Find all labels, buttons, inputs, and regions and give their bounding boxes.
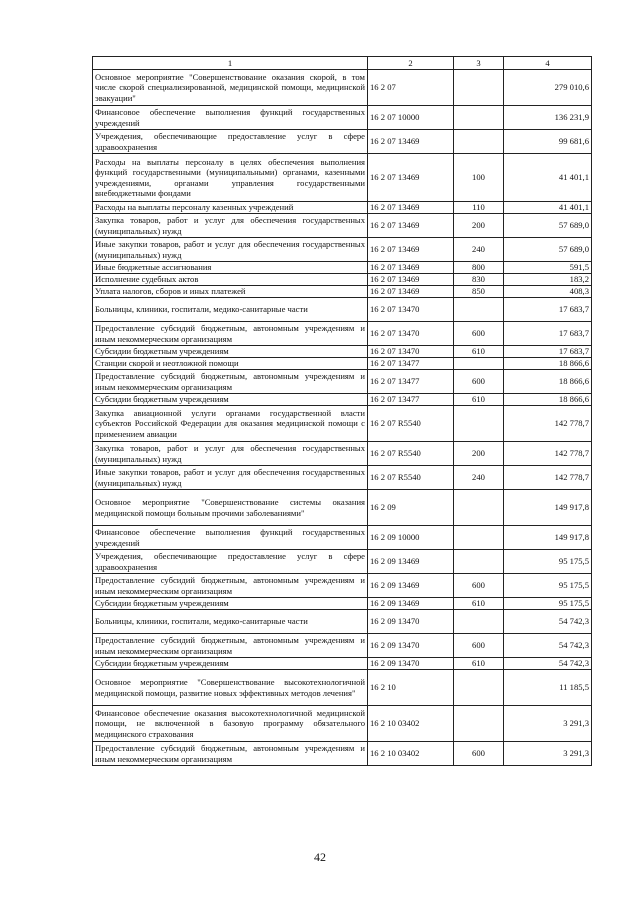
- row-code-cell: 16 2 07 13477: [368, 370, 454, 394]
- row-name-cell: Закупка товаров, работ и услуг для обеспечения государственных (муниципальных) нужд: [93, 214, 368, 238]
- table-row: [93, 238, 592, 262]
- row-expense-type-cell: 600: [454, 370, 504, 394]
- budget-table: [92, 56, 592, 766]
- row-expense-type-cell: 610: [454, 394, 504, 406]
- row-expense-type-cell: 610: [454, 346, 504, 358]
- row-name-cell: Субсидии бюджетным учреждениям: [93, 394, 368, 406]
- row-name-cell: Больницы, клиники, госпитали, медико-санитарные части: [93, 298, 368, 322]
- row-amount-cell: 149 917,8: [504, 526, 592, 550]
- row-amount-cell: 18 866,6: [504, 358, 592, 370]
- row-name-cell: Иные закупки товаров, работ и услуг для обеспечения государственных (муниципальных) нужд: [93, 466, 368, 490]
- row-code-cell: 16 2 07 13469: [368, 286, 454, 298]
- row-amount-cell: 18 866,6: [504, 370, 592, 394]
- row-name-cell: Основное мероприятие "Совершенствование оказания скорой, в том числе скорой специализированной, медицинской помощи, медицинской эвакуации": [93, 70, 368, 106]
- row-amount-cell: 17 683,7: [504, 322, 592, 346]
- table-row: [93, 106, 592, 130]
- page-number: 42: [314, 850, 326, 864]
- row-expense-type-cell: [454, 706, 504, 742]
- table-row: [93, 370, 592, 394]
- row-name-cell: Закупка авиационной услуги органами государственной власти субъектов Российской Федерации для оказания медицинской помощи с применением авиации: [93, 406, 368, 442]
- row-code-cell: 16 2 07 13477: [368, 394, 454, 406]
- row-expense-type-cell: 100: [454, 154, 504, 202]
- table-row: [93, 574, 592, 598]
- table-row: [93, 406, 592, 442]
- row-code-cell: 16 2 10 03402: [368, 706, 454, 742]
- row-name-cell: Предоставление субсидий бюджетным, автономным учреждениям и иным некоммерческим организациям: [93, 574, 368, 598]
- row-code-cell: 16 2 07 13470: [368, 298, 454, 322]
- table-row: [93, 358, 592, 370]
- row-code-cell: 16 2 07 13469: [368, 154, 454, 202]
- row-amount-cell: 279 010,6: [504, 70, 592, 106]
- row-amount-cell: 17 683,7: [504, 298, 592, 322]
- row-code-cell: 16 2 07 R5540: [368, 466, 454, 490]
- row-expense-type-cell: 600: [454, 322, 504, 346]
- row-amount-cell: 41 401,1: [504, 202, 592, 214]
- header-col-4: 4: [504, 57, 592, 70]
- row-code-cell: 16 2 09: [368, 490, 454, 526]
- row-expense-type-cell: [454, 610, 504, 634]
- row-code-cell: 16 2 07: [368, 70, 454, 106]
- row-name-cell: Предоставление субсидий бюджетным, автономным учреждениям и иным некоммерческим организациям: [93, 370, 368, 394]
- table-row: [93, 550, 592, 574]
- table-row: [93, 670, 592, 706]
- row-name-cell: Предоставление субсидий бюджетным, автономным учреждениям и иным некоммерческим организациям: [93, 742, 368, 766]
- row-code-cell: 16 2 07 10000: [368, 106, 454, 130]
- row-code-cell: 16 2 07 13469: [368, 238, 454, 262]
- row-code-cell: 16 2 09 13469: [368, 574, 454, 598]
- table-row: [93, 658, 592, 670]
- row-expense-type-cell: 240: [454, 466, 504, 490]
- table-row: [93, 262, 592, 274]
- row-code-cell: 16 2 07 13469: [368, 130, 454, 154]
- row-code-cell: 16 2 09 13470: [368, 658, 454, 670]
- header-col-1: 1: [93, 57, 368, 70]
- row-code-cell: 16 2 10: [368, 670, 454, 706]
- row-expense-type-cell: [454, 70, 504, 106]
- table-header-row: [93, 57, 592, 70]
- row-amount-cell: 41 401,1: [504, 154, 592, 202]
- table-row: [93, 610, 592, 634]
- row-amount-cell: 11 185,5: [504, 670, 592, 706]
- row-code-cell: 16 2 07 R5540: [368, 406, 454, 442]
- row-expense-type-cell: [454, 670, 504, 706]
- row-code-cell: 16 2 07 13477: [368, 358, 454, 370]
- row-expense-type-cell: [454, 550, 504, 574]
- row-expense-type-cell: 110: [454, 202, 504, 214]
- table-row: [93, 70, 592, 106]
- row-name-cell: Финансовое обеспечение оказания высокотехнологичной медицинской помощи, не включенной в базовую программу обязательного медицинского страхования: [93, 706, 368, 742]
- row-code-cell: 16 2 07 13469: [368, 262, 454, 274]
- row-expense-type-cell: [454, 130, 504, 154]
- table-row: [93, 298, 592, 322]
- row-name-cell: Субсидии бюджетным учреждениям: [93, 346, 368, 358]
- row-name-cell: Уплата налогов, сборов и иных платежей: [93, 286, 368, 298]
- row-amount-cell: 54 742,3: [504, 658, 592, 670]
- row-amount-cell: 18 866,6: [504, 394, 592, 406]
- table-row: [93, 598, 592, 610]
- row-amount-cell: 408,3: [504, 286, 592, 298]
- row-expense-type-cell: 200: [454, 214, 504, 238]
- row-amount-cell: 54 742,3: [504, 610, 592, 634]
- row-expense-type-cell: [454, 526, 504, 550]
- row-code-cell: 16 2 07 13469: [368, 274, 454, 286]
- row-expense-type-cell: 610: [454, 658, 504, 670]
- row-code-cell: 16 2 07 13470: [368, 346, 454, 358]
- row-name-cell: Финансовое обеспечение выполнения функций государственных учреждений: [93, 526, 368, 550]
- row-amount-cell: 591,5: [504, 262, 592, 274]
- row-name-cell: Иные бюджетные ассигнования: [93, 262, 368, 274]
- table-row: [93, 214, 592, 238]
- table-row: [93, 346, 592, 358]
- table-row: [93, 154, 592, 202]
- table-row: [93, 442, 592, 466]
- table-row: [93, 490, 592, 526]
- row-name-cell: Расходы на выплаты персоналу в целях обеспечения выполнения функций государственными (муниципальными) органами, казенными учреждениями, органами управления государственными внебюджетными фондами: [93, 154, 368, 202]
- row-name-cell: Предоставление субсидий бюджетным, автономным учреждениям и иным некоммерческим организациям: [93, 634, 368, 658]
- row-name-cell: Субсидии бюджетным учреждениям: [93, 658, 368, 670]
- row-expense-type-cell: 800: [454, 262, 504, 274]
- row-expense-type-cell: 610: [454, 598, 504, 610]
- table-row: [93, 706, 592, 742]
- table-row: [93, 130, 592, 154]
- row-code-cell: 16 2 09 10000: [368, 526, 454, 550]
- row-code-cell: 16 2 09 13469: [368, 550, 454, 574]
- row-name-cell: Основное мероприятие "Совершенствование высокотехнологичной медицинской помощи, развитие новых эффективных методов лечения": [93, 670, 368, 706]
- row-name-cell: Предоставление субсидий бюджетным, автономным учреждениям и иным некоммерческим организациям: [93, 322, 368, 346]
- table-row: [93, 526, 592, 550]
- row-amount-cell: 99 681,6: [504, 130, 592, 154]
- row-code-cell: 16 2 07 13469: [368, 214, 454, 238]
- row-expense-type-cell: 850: [454, 286, 504, 298]
- row-name-cell: Основное мероприятие "Совершенствование системы оказания медицинской помощи больным прочими заболеваниями": [93, 490, 368, 526]
- row-code-cell: 16 2 07 13469: [368, 202, 454, 214]
- row-code-cell: 16 2 07 R5540: [368, 442, 454, 466]
- table-row: [93, 394, 592, 406]
- row-amount-cell: 3 291,3: [504, 742, 592, 766]
- row-code-cell: 16 2 10 03402: [368, 742, 454, 766]
- row-amount-cell: 142 778,7: [504, 442, 592, 466]
- row-expense-type-cell: [454, 490, 504, 526]
- row-amount-cell: 3 291,3: [504, 706, 592, 742]
- row-expense-type-cell: 600: [454, 742, 504, 766]
- row-expense-type-cell: 600: [454, 634, 504, 658]
- row-name-cell: Иные закупки товаров, работ и услуг для обеспечения государственных (муниципальных) нужд: [93, 238, 368, 262]
- row-name-cell: Закупка товаров, работ и услуг для обеспечения государственных (муниципальных) нужд: [93, 442, 368, 466]
- row-code-cell: 16 2 09 13469: [368, 598, 454, 610]
- row-amount-cell: 142 778,7: [504, 406, 592, 442]
- row-amount-cell: 17 683,7: [504, 346, 592, 358]
- table-row: [93, 202, 592, 214]
- table-row: [93, 742, 592, 766]
- row-name-cell: Исполнение судебных актов: [93, 274, 368, 286]
- row-expense-type-cell: 600: [454, 574, 504, 598]
- row-name-cell: Больницы, клиники, госпитали, медико-санитарные части: [93, 610, 368, 634]
- row-amount-cell: 57 689,0: [504, 238, 592, 262]
- row-expense-type-cell: [454, 358, 504, 370]
- row-amount-cell: 95 175,5: [504, 598, 592, 610]
- row-code-cell: 16 2 07 13470: [368, 322, 454, 346]
- row-amount-cell: 57 689,0: [504, 214, 592, 238]
- table-row: [93, 274, 592, 286]
- row-expense-type-cell: [454, 406, 504, 442]
- row-expense-type-cell: [454, 298, 504, 322]
- row-name-cell: Финансовое обеспечение выполнения функций государственных учреждений: [93, 106, 368, 130]
- row-name-cell: Субсидии бюджетным учреждениям: [93, 598, 368, 610]
- table-row: [93, 466, 592, 490]
- row-amount-cell: 142 778,7: [504, 466, 592, 490]
- table-row: [93, 634, 592, 658]
- header-col-3: 3: [454, 57, 504, 70]
- row-expense-type-cell: 200: [454, 442, 504, 466]
- row-name-cell: Станции скорой и неотложной помощи: [93, 358, 368, 370]
- row-code-cell: 16 2 09 13470: [368, 634, 454, 658]
- table-body: [93, 70, 592, 766]
- row-amount-cell: 95 175,5: [504, 574, 592, 598]
- row-amount-cell: 54 742,3: [504, 634, 592, 658]
- row-name-cell: Учреждения, обеспечивающие предоставление услуг в сфере здравоохранения: [93, 550, 368, 574]
- row-expense-type-cell: [454, 106, 504, 130]
- row-amount-cell: 136 231,9: [504, 106, 592, 130]
- table-row: [93, 322, 592, 346]
- table-row: [93, 286, 592, 298]
- row-amount-cell: 149 917,8: [504, 490, 592, 526]
- row-name-cell: Учреждения, обеспечивающие предоставление услуг в сфере здравоохранения: [93, 130, 368, 154]
- row-amount-cell: 95 175,5: [504, 550, 592, 574]
- row-expense-type-cell: 240: [454, 238, 504, 262]
- row-name-cell: Расходы на выплаты персоналу казенных учреждений: [93, 202, 368, 214]
- row-code-cell: 16 2 09 13470: [368, 610, 454, 634]
- row-amount-cell: 183,2: [504, 274, 592, 286]
- row-expense-type-cell: 830: [454, 274, 504, 286]
- header-col-2: 2: [368, 57, 454, 70]
